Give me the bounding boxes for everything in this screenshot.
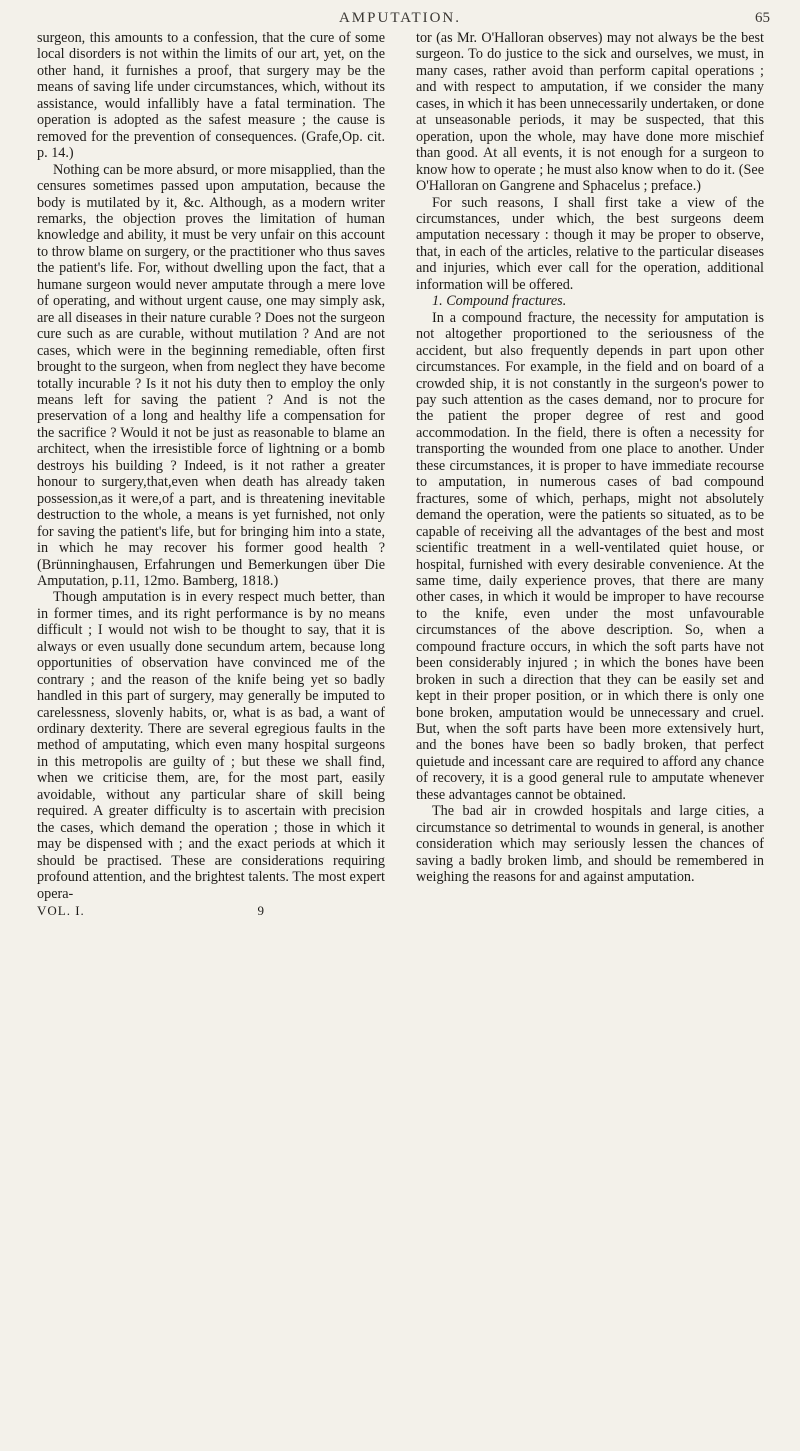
paragraph: surgeon, this amounts to a confession, that the cure of some local disorders is not within the limits of our art, yet, on the other hand, it furnishes a proof, that surgery may be the means of saving life under circumstances, which, without its assistance, would infallibly have a fatal termination. The operation is adopted as the safest measure ; the cause is removed for the prevention of consequences. (Grafe,Op. cit. p. 14.) xyxy=(37,30,385,162)
running-title: AMPUTATION. xyxy=(338,10,462,26)
paragraph: The bad air in crowded hospitals and large cities, a circumstance so detrimental to wounds in general, is another consideration which may seriously lessen the chances of saving a badly broken limb, and should be remembered in weighing the reasons for and against amputation. xyxy=(416,803,764,886)
right-column xyxy=(416,30,764,886)
paragraph: tor (as Mr. O'Halloran observes) may not always be the best surgeon. To do justice to the sick and ourselves, we must, in many cases, rather avoid than perform capital operations ; and with respect to amputation, if we consider the many cases, in which it has been unnecessarily undertaken, or done at unseasonable periods, it may be suspected, that this operation, upon the whole, may have done more mischief than good. At all events, it is not enough for a surgeon to know how to operate ; he must also know when to do it. (See O'Halloran on Gangrene and Sphacelus ; preface.) xyxy=(416,30,764,195)
page-number: 65 xyxy=(755,10,770,26)
paragraph: For such reasons, I shall first take a view of the circumstances, under which, the best surgeons deem amputation necessary : though it may be proper to observe, that, in each of the articles, relative to the particular diseases and injuries, which ever call for the operation, additional information will be offered. xyxy=(416,194,764,293)
paragraph: In a compound fracture, the necessity for amputation is not altogether proportioned to the seriousness of the accident, but also frequently depends in part upon other circumstances. For example, in the field and on board of a crowded ship, it is not constantly in the surgeon's power to pay such attention as the cases demand, nor to procure for the patient the proper degree of rest and good accommodation. In the field, there is often a necessity for transporting the wounded from one place to another. Under these circumstances, it is proper to have immediate recourse to amputation, in numerous cases of bad compound fractures, some of which, perhaps, might not absolutely demand the operation, were the patients so situated, as to be capable of receiving all the advantages of the best and most scientific treatment in a well-ventilated quiet house, or hospital, furnished with every desirable convenience. At the same time, daily experience proves, that there are many other cases, in which it would be improper to have recourse to the knife, even under the most unfavourable circumstances of the above description. So, when a compound fracture occurs, in which the soft parts have not been considerably injured ; in which the bones have been broken in such a direction that they can be easily set and kept in their proper position, or in which there is only one bone broken, amputation would be unnecessary and cruel. But, when the soft parts have been more extensively hurt, and the bones have been so badly broken, that perfect quietude and incessant care are required to afford any chance of recovery, it is a good general rule to amputate whenever these advantages cannot be obtained. xyxy=(416,309,764,803)
section-heading: 1. Compound fractures. xyxy=(432,293,567,310)
paragraph: Though amputation is in every respect much better, than in former times, and its right performance is by no means difficult ; I would not wish to be thought to say, that it is always or even usually done secundum artem, because long opportunities of observation have convinced me of the contrary ; and the reason of the knife being yet so badly handled in this part of surgery, may generally be imputed to carelessness, slovenly habits, or, what is as bad, a want of ordinary dexterity. There are several egregious faults in the method of amputating, which even many hospital surgeons in this metropolis are guilty of ; but these we shall find, when we criticise them, are, for the most part, easily avoidable, without any particular share of skill being required. A greater difficulty is to ascertain with precision the cases, which demand the operation ; those in which it may be dispensed with ; and the exact periods at which it should be practised. These are considerations requiring profound attention, and the brightest talents. The most expert opera- xyxy=(37,589,385,902)
left-column xyxy=(37,30,385,919)
paragraph: Nothing can be more absurd, or more misapplied, than the censures sometimes passed upon amputation, because the body is mutilated by it, &c. Although, as a modern writer remarks, the objection proves the limitation of human knowledge and ability, it must be very unfair on this account to throw blame on surgery, or the practitioner who thus saves the patient's life. For, without dwelling upon the fact, that a humane surgeon would never amputate through a mere love of operating, and without urgent cause, one may simply ask, are all diseases in their nature curable ? Does not the surgeon cure such as are curable, without mutilation ? And are not cases, which were in the beginning remediable, often first brought to the surgeon, when from neglect they have become totally incurable ? Is it not his duty then to employ the only means left for saving the patient ? And is not the preservation of a long and healthy life a compensation for the sacrifice ? Would it not be just as reasonable to blame an architect, when the irresistible force of lightning or a bomb destroys his building ? Indeed, is it not rather a greater honour to surgery,that,even when death has already taken possession,as it were,of a part, and is threatening inevitable destruction to the whole, a means is yet furnished, not only for saving the patient's life, but for bringing him into a state, in which he may recover his former good health ? (Brünninghausen, Erfahrungen und Bemerkungen über Die Amputation, p.11, 12mo. Bamberg, 1818.) xyxy=(37,161,385,589)
sheet-signature: 9 xyxy=(257,903,265,919)
volume-signature: VOL. I. xyxy=(37,903,85,919)
